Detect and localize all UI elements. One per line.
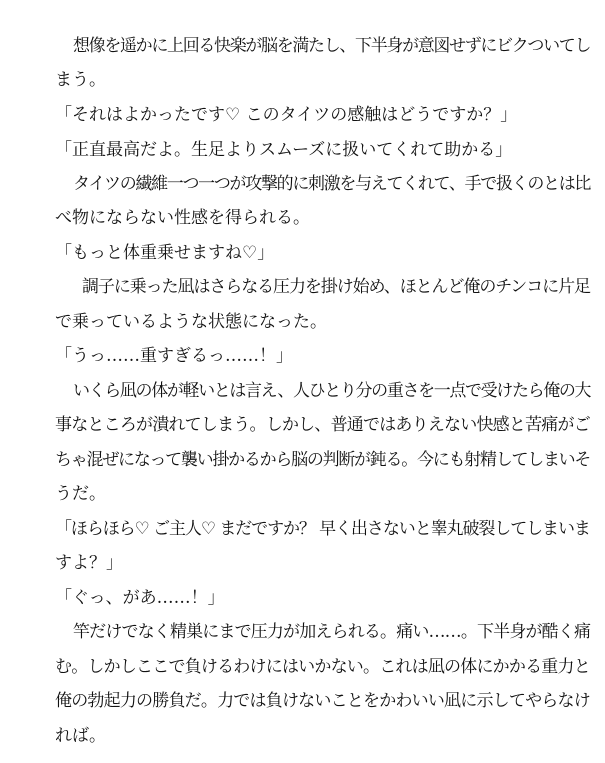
- dialogue-line: 「それはよかったです♡ このタイツの感触はどうですか？」: [55, 105, 518, 125]
- text-line: 俺の勃起力の勝負だ。力では負けないことをかわいい凪に示してやらなけ: [55, 691, 590, 711]
- text-line: 想像を遥かに上回る快楽が脳を満たし、下半身が意図せずにビクついてし: [73, 36, 591, 56]
- dialogue-line: 「もっと体重乗せますね♡」: [55, 243, 275, 263]
- text-line: 竿だけでなく精巣にまで圧力が加えられる。痛い……。下半身が酷く痛: [73, 622, 591, 642]
- dialogue-line: 「うっ……重すぎるっ……！」: [55, 346, 293, 366]
- text-line: いくら凪の体が軽いとは言え、人ひとり分の重さを一点で受けたら俺の大: [73, 381, 591, 401]
- dialogue-line: すよ？」: [55, 553, 123, 573]
- text-line: まう。: [55, 70, 106, 90]
- text-line: 調子に乗った凪はさらなる圧力を掛け始め、ほとんど俺のチンコに片足: [82, 277, 590, 297]
- text-line: で乗っているような状態になった。: [55, 312, 327, 332]
- text-line: うだ。: [55, 484, 106, 504]
- dialogue-line: 「ほらほら♡ ご主人♡ まだですか？ 早く出さないと睾丸破裂してしまいま: [55, 519, 590, 539]
- text-line: べ物にならない性感を得られる。: [55, 208, 310, 228]
- text-line: れば。: [55, 726, 106, 746]
- text-line: タイツの繊維一つ一つが攻撃的に刺激を与えてくれて、手で扱くのとは比: [73, 174, 591, 194]
- text-line: 事なところが潰れてしまう。しかし、普通ではありえない快感と苦痛がご: [55, 415, 590, 435]
- text-line: ちゃ混ぜになって襲い掛かるから脳の判断が鈍る。今にも射精してしまいそ: [55, 450, 591, 470]
- dialogue-line: 「正直最高だよ。生足よりスムーズに扱いてくれて助かる」: [55, 140, 513, 160]
- text-line: む。しかしここで負けるわけにはいかない。これは凪の体にかかる重力と: [55, 657, 590, 677]
- dialogue-line: 「ぐっ、があ……！」: [55, 588, 225, 608]
